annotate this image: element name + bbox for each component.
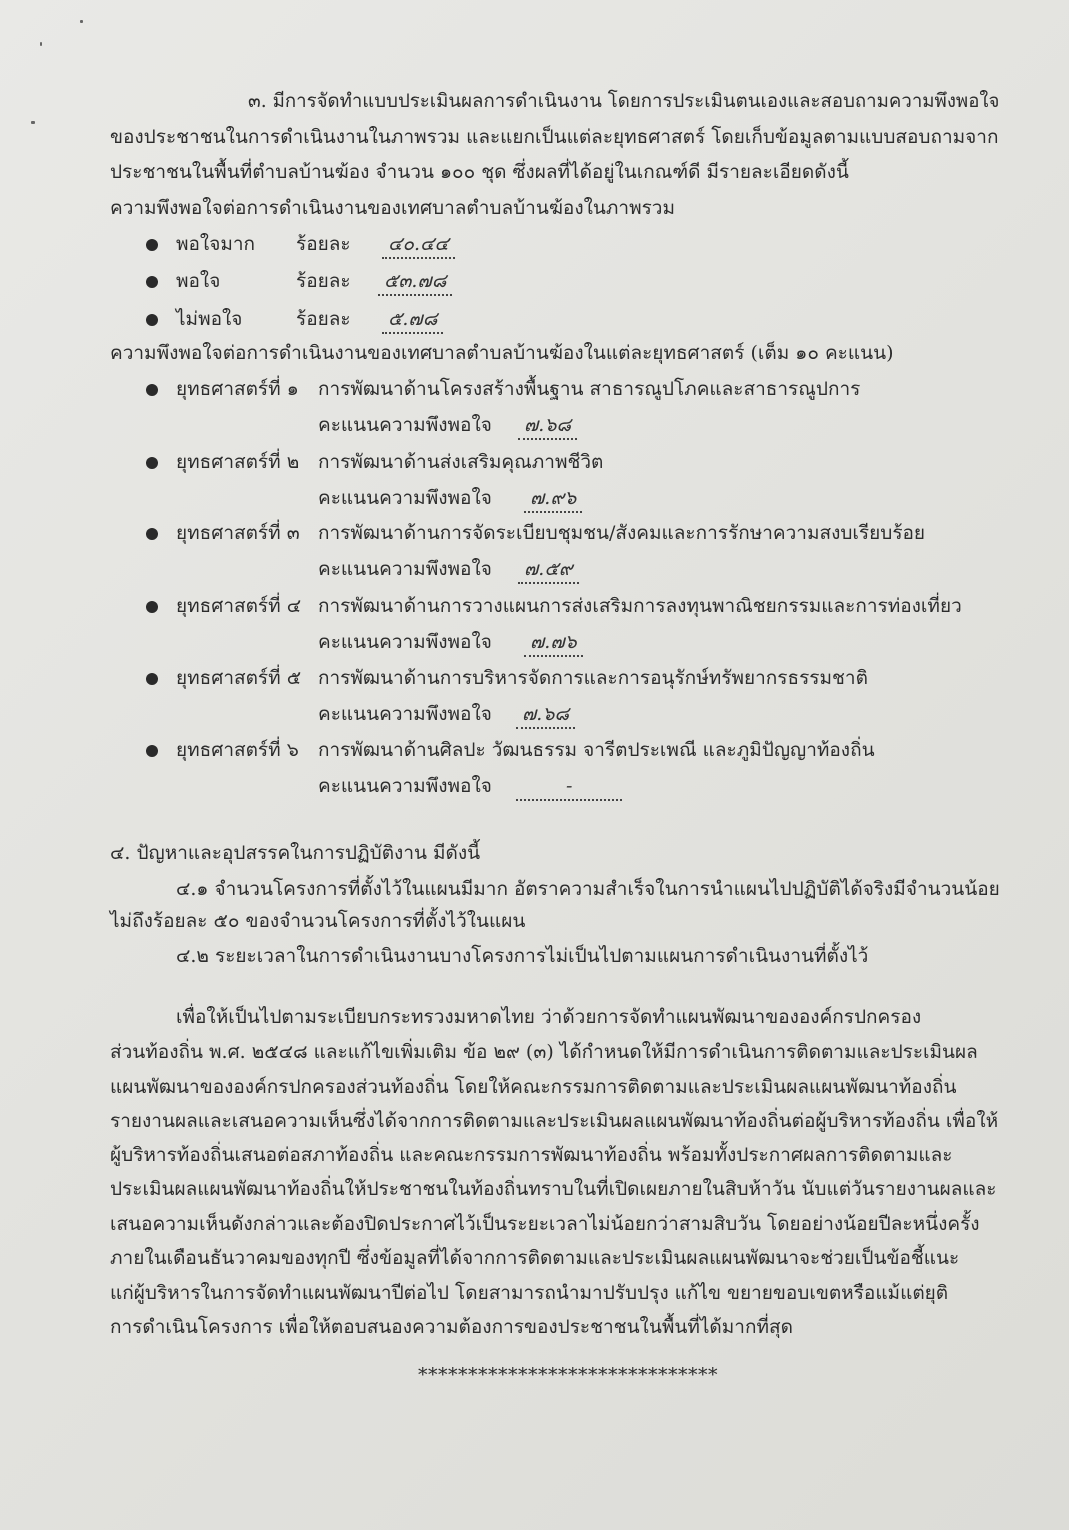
overall-item-unit: ร้อยละ (296, 308, 351, 330)
closing-line: แก่ผู้บริหารในการจัดทำแผนพัฒนาปีต่อไป โดยสามารถนำมาปรับปรุง แก้ไข ขยายขอบเขตหรือแม้แต่ยุติ (110, 1282, 949, 1304)
bullet-icon (146, 601, 158, 613)
overall-item-unit: ร้อยละ (296, 270, 351, 292)
section4-item1-line2: ไม่ถึงร้อยละ ๕๐ ของจำนวนโครงการที่ตั้งไว้ในแผน (110, 910, 526, 932)
overall-item-value: ๔๐.๔๔ (382, 231, 455, 259)
overall-item-label: พอใจมาก (176, 233, 256, 255)
overall-item-value: ๕๓.๗๘ (378, 268, 452, 296)
overall-item-label: พอใจ (176, 270, 221, 292)
strategy-number: ยุทธศาสตร์ที่ ๒ (176, 451, 300, 473)
strategy-title: การพัฒนาด้านส่งเสริมคุณภาพชีวิต (318, 451, 604, 473)
strategy-title: การพัฒนาด้านศิลปะ วัฒนธรรม จารีตประเพณี และภูมิปัญญาท้องถิ่น (318, 739, 875, 761)
bullet-icon (146, 745, 158, 757)
bullet-icon (146, 276, 158, 288)
closing-line: แผนพัฒนาขององค์กรปกครองส่วนท้องถิ่น โดยให้คณะกรรมการติดตามและประเมินผลแผนพัฒนาท้องถิ่น (110, 1076, 957, 1098)
closing-line: ส่วนท้องถิ่น พ.ศ. ๒๕๔๘ และแก้ไขเพิ่มเติม ข้อ ๒๙ (๓) ได้กำหนดให้มีการดำเนินการติดตามและประเมินผล (110, 1041, 978, 1063)
strategy-score: ๗.๕๙ (518, 556, 579, 584)
bullet-icon (146, 457, 158, 469)
bullet-icon (146, 239, 158, 251)
closing-line: ภายในเดือนธันวาคมของทุกปี ซึ่งข้อมูลที่ได้จากการติดตามและประเมินผลแผนพัฒนาจะช่วยเป็นข้อชี้แนะ (110, 1247, 960, 1269)
strategy-number: ยุทธศาสตร์ที่ ๕ (176, 667, 302, 689)
strategy-score: ๗.๖๘ (516, 701, 575, 729)
strategy-score: ๗.๖๘ (518, 412, 577, 440)
overall-item-label: ไม่พอใจ (176, 308, 243, 330)
bullet-icon (146, 528, 158, 540)
section3-line3: ประชาชนในพื้นที่ตำบลบ้านฆ้อง จำนวน ๑๐๐ ชุด ซึ่งผลที่ได้อยู่ในเกณฑ์ดี มีรายละเอียดดังนี้ (110, 161, 849, 183)
strategy-number: ยุทธศาสตร์ที่ ๑ (176, 378, 299, 400)
closing-line: การดำเนินโครงการ เพื่อให้ตอบสนองความต้องการของประชาชนในพื้นที่ได้มากที่สุด (110, 1316, 793, 1338)
strategy-title: การพัฒนาด้านโครงสร้างพื้นฐาน สาธารณูปโภคและสาธารณูปการ (318, 378, 861, 400)
score-label: คะแนนความพึงพอใจ (318, 703, 492, 725)
score-label: คะแนนความพึงพอใจ (318, 775, 492, 797)
end-marker: ****************************** (418, 1364, 718, 1386)
section3-line1: ๓. มีการจัดทำแบบประเมินผลการดำเนินงาน โดยการประเมินตนเองและสอบถามความพึงพอใจ (248, 90, 1000, 112)
strategy-score: ๗.๗๖ (524, 629, 583, 657)
bullet-icon (146, 673, 158, 685)
strategy-number: ยุทธศาสตร์ที่ ๔ (176, 595, 302, 617)
strategy-score: - (516, 773, 622, 801)
closing-line: เสนอความเห็นดังกล่าวและต้องปิดประกาศไว้เป็นระยะเวลาไม่น้อยกว่าสามสิบวัน โดยอย่างน้อยปีละหนึ่งครั้ง (110, 1213, 980, 1235)
bullet-icon (146, 314, 158, 326)
scan-speck (80, 20, 83, 23)
overall-item-unit: ร้อยละ (296, 233, 351, 255)
strategy-number: ยุทธศาสตร์ที่ ๓ (176, 522, 300, 544)
section4-item1-line1: ๔.๑ จำนวนโครงการที่ตั้งไว้ในแผนมีมาก อัตราความสำเร็จในการนำแผนไปปฏิบัติได้จริงมีจำนวนน้อย (176, 878, 1000, 900)
strategy-title: การพัฒนาด้านการบริหารจัดการและการอนุรักษ์ทรัพยากรธรรมชาติ (318, 667, 868, 689)
strategy-heading: ความพึงพอใจต่อการดำเนินงานของเทศบาลตำบลบ้านฆ้องในแต่ละยุทธศาสตร์ (เต็ม ๑๐ คะแนน) (110, 342, 894, 364)
bullet-icon (146, 384, 158, 396)
score-label: คะแนนความพึงพอใจ (318, 487, 492, 509)
section3-line2: ของประชาชนในการดำเนินงานในภาพรวม และแยกเป็นแต่ละยุทธศาสตร์ โดยเก็บข้อมูลตามแบบสอบถามจาก (110, 126, 999, 148)
score-label: คะแนนความพึงพอใจ (318, 558, 492, 580)
scan-speck (40, 42, 42, 46)
strategy-score: ๗.๙๖ (524, 485, 582, 513)
overall-item-value: ๕.๗๘ (382, 306, 443, 334)
overall-heading: ความพึงพอใจต่อการดำเนินงานของเทศบาลตำบลบ้านฆ้องในภาพรวม (110, 197, 675, 219)
section4-item2: ๔.๒ ระยะเวลาในการดำเนินงานบางโครงการไม่เป็นไปตามแผนการดำเนินงานที่ตั้งไว้ (176, 945, 869, 967)
scan-speck (31, 121, 35, 124)
closing-line: เพื่อให้เป็นไปตามระเบียบกระทรวงมหาดไทย ว่าด้วยการจัดทำแผนพัฒนาขององค์กรปกครอง (176, 1006, 922, 1028)
closing-line: ประเมินผลแผนพัฒนาท้องถิ่นให้ประชาชนในท้องถิ่นทราบในที่เปิดเผยภายในสิบห้าวัน นับแต่วันรายงานผลและ (110, 1178, 997, 1200)
strategy-number: ยุทธศาสตร์ที่ ๖ (176, 739, 299, 761)
strategy-title: การพัฒนาด้านการจัดระเบียบชุมชน/สังคมและการรักษาความสงบเรียบร้อย (318, 522, 926, 544)
section4-heading: ๔. ปัญหาและอุปสรรคในการปฏิบัติงาน มีดังนี้ (110, 842, 481, 864)
score-label: คะแนนความพึงพอใจ (318, 414, 492, 436)
strategy-title: การพัฒนาด้านการวางแผนการส่งเสริมการลงทุนพาณิชยกรรมและการท่องเที่ยว (318, 595, 962, 617)
score-label: คะแนนความพึงพอใจ (318, 631, 492, 653)
closing-line: รายงานผลและเสนอความเห็นซึ่งได้จากการติดตามและประเมินผลแผนพัฒนาท้องถิ่นต่อผู้บริหารท้องถิ่น เพื่อให้ (110, 1110, 999, 1132)
closing-line: ผู้บริหารท้องถิ่นเสนอต่อสภาท้องถิ่น และคณะกรรมการพัฒนาท้องถิ่น พร้อมทั้งประกาศผลการติดตามและ (110, 1144, 953, 1166)
